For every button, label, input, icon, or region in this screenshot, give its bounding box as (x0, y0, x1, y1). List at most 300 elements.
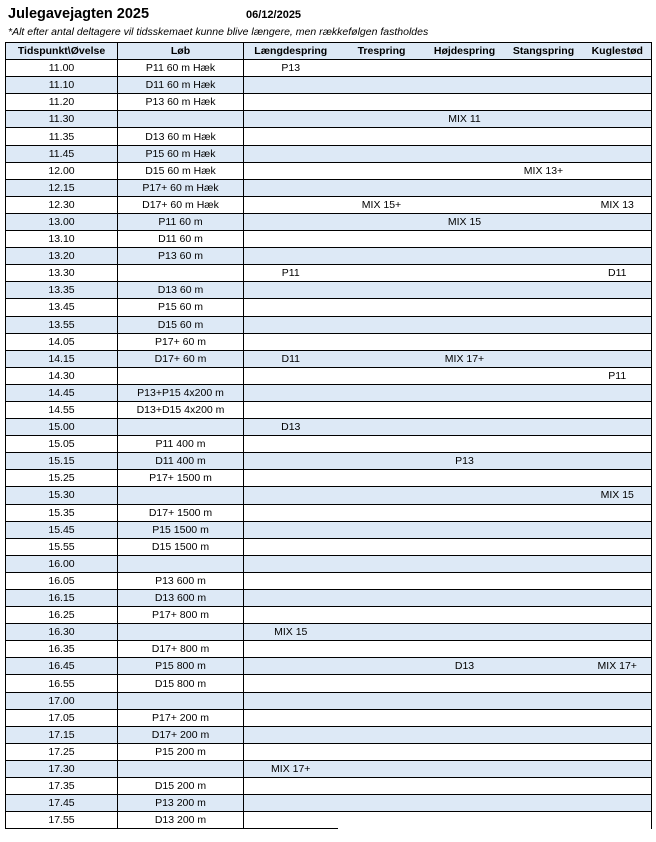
time-cell: 17.30 (6, 760, 118, 777)
time-cell: 14.30 (6, 367, 118, 384)
lob-cell: D11 60 m (118, 231, 244, 248)
hojdespring-cell (426, 145, 504, 162)
hojdespring-cell (426, 419, 504, 436)
kuglestod-cell (584, 555, 652, 572)
kuglestod-cell (584, 607, 652, 624)
hojdespring-cell (426, 367, 504, 384)
stangspring-cell (504, 538, 584, 555)
time-cell: 13.35 (6, 282, 118, 299)
time-cell: 15.00 (6, 419, 118, 436)
kuglestod-cell: MIX 15 (584, 487, 652, 504)
hojdespring-cell: MIX 15 (426, 213, 504, 230)
kuglestod-cell (584, 641, 652, 658)
lob-cell: D17+ 60 m Hæk (118, 196, 244, 213)
header-hojdespring: Højdespring (426, 43, 504, 60)
trespring-cell (338, 743, 426, 760)
table-row (6, 675, 652, 692)
lob-cell: D15 60 m (118, 316, 244, 333)
kuglestod-cell: MIX 13 (584, 196, 652, 213)
laengdespring-cell (244, 299, 338, 316)
hojdespring-cell (426, 401, 504, 418)
kuglestod-cell (584, 213, 652, 230)
hojdespring-cell (426, 128, 504, 145)
kuglestod-cell (584, 795, 652, 812)
kuglestod-cell (584, 743, 652, 760)
lob-cell (118, 624, 244, 641)
trespring-cell (338, 692, 426, 709)
laengdespring-cell (244, 641, 338, 658)
lob-cell: D11 60 m Hæk (118, 77, 244, 94)
hojdespring-cell (426, 795, 504, 812)
trespring-cell (338, 350, 426, 367)
time-cell: 11.45 (6, 145, 118, 162)
lob-cell (118, 760, 244, 777)
table-row (6, 231, 652, 248)
stangspring-cell (504, 60, 584, 77)
table-row (6, 641, 652, 658)
trespring-cell (338, 812, 426, 829)
laengdespring-cell (244, 795, 338, 812)
laengdespring-cell (244, 778, 338, 795)
kuglestod-cell (584, 726, 652, 743)
hojdespring-cell: P13 (426, 453, 504, 470)
hojdespring-cell (426, 504, 504, 521)
laengdespring-cell: MIX 17+ (244, 760, 338, 777)
schedule-rows (6, 60, 652, 829)
table-row (6, 521, 652, 538)
trespring-cell (338, 111, 426, 128)
stangspring-cell (504, 179, 584, 196)
kuglestod-cell (584, 282, 652, 299)
hojdespring-cell (426, 384, 504, 401)
stangspring-cell (504, 231, 584, 248)
trespring-cell (338, 470, 426, 487)
trespring-cell (338, 162, 426, 179)
lob-cell: D13 60 m (118, 282, 244, 299)
hojdespring-cell (426, 231, 504, 248)
hojdespring-cell (426, 196, 504, 213)
hojdespring-cell (426, 77, 504, 94)
laengdespring-cell (244, 590, 338, 607)
table-row (6, 795, 652, 812)
kuglestod-cell (584, 384, 652, 401)
trespring-cell (338, 401, 426, 418)
kuglestod-cell (584, 675, 652, 692)
time-cell: 11.20 (6, 94, 118, 111)
trespring-cell (338, 265, 426, 282)
hojdespring-cell (426, 812, 504, 829)
hojdespring-cell (426, 607, 504, 624)
table-row (6, 538, 652, 555)
lob-cell: P17+ 60 m (118, 333, 244, 350)
hojdespring-cell: D13 (426, 658, 504, 675)
trespring-cell (338, 675, 426, 692)
laengdespring-cell (244, 77, 338, 94)
stangspring-cell (504, 743, 584, 760)
laengdespring-cell (244, 231, 338, 248)
kuglestod-cell (584, 436, 652, 453)
trespring-cell (338, 709, 426, 726)
time-cell: 15.45 (6, 521, 118, 538)
lob-cell (118, 367, 244, 384)
schedule-table (5, 42, 652, 829)
hojdespring-cell (426, 709, 504, 726)
table-row (6, 778, 652, 795)
laengdespring-cell (244, 128, 338, 145)
table-row (6, 760, 652, 777)
table-row (6, 709, 652, 726)
trespring-cell (338, 299, 426, 316)
stangspring-cell (504, 94, 584, 111)
trespring-cell (338, 726, 426, 743)
time-cell: 13.20 (6, 248, 118, 265)
trespring-cell (338, 572, 426, 589)
trespring-cell (338, 179, 426, 196)
lob-cell: P17+ 60 m Hæk (118, 179, 244, 196)
hojdespring-cell (426, 743, 504, 760)
laengdespring-cell (244, 145, 338, 162)
time-cell: 16.05 (6, 572, 118, 589)
stangspring-cell (504, 521, 584, 538)
stangspring-cell (504, 248, 584, 265)
table-row (6, 470, 652, 487)
hojdespring-cell (426, 726, 504, 743)
stangspring-cell (504, 675, 584, 692)
kuglestod-cell (584, 316, 652, 333)
lob-cell: D15 800 m (118, 675, 244, 692)
lob-cell (118, 692, 244, 709)
table-row (6, 179, 652, 196)
trespring-cell (338, 624, 426, 641)
table-row (6, 282, 652, 299)
lob-cell: P11 400 m (118, 436, 244, 453)
kuglestod-cell (584, 470, 652, 487)
laengdespring-cell (244, 538, 338, 555)
trespring-cell (338, 590, 426, 607)
time-cell: 13.10 (6, 231, 118, 248)
hojdespring-cell (426, 572, 504, 589)
hojdespring-cell (426, 470, 504, 487)
laengdespring-cell (244, 367, 338, 384)
trespring-cell (338, 248, 426, 265)
laengdespring-cell (244, 196, 338, 213)
table-row (6, 743, 652, 760)
time-cell: 13.55 (6, 316, 118, 333)
kuglestod-cell: D11 (584, 265, 652, 282)
time-cell: 15.30 (6, 487, 118, 504)
laengdespring-cell (244, 94, 338, 111)
trespring-cell (338, 213, 426, 230)
trespring-cell (338, 77, 426, 94)
kuglestod-cell (584, 60, 652, 77)
laengdespring-cell (244, 453, 338, 470)
stangspring-cell (504, 795, 584, 812)
hojdespring-cell (426, 179, 504, 196)
kuglestod-cell (584, 590, 652, 607)
lob-cell: P17+ 1500 m (118, 470, 244, 487)
time-cell: 15.35 (6, 504, 118, 521)
kuglestod-cell: P11 (584, 367, 652, 384)
schedule-note: *Alt efter antal deltagere vil tidsskemaet kunne blive længere, men rækkefølgen fastholdes (8, 26, 429, 38)
lob-cell: D17+ 60 m (118, 350, 244, 367)
table-row (6, 162, 652, 179)
time-cell: 11.10 (6, 77, 118, 94)
hojdespring-cell (426, 590, 504, 607)
hojdespring-cell: MIX 11 (426, 111, 504, 128)
laengdespring-cell (244, 555, 338, 572)
laengdespring-cell: MIX 15 (244, 624, 338, 641)
time-cell: 14.15 (6, 350, 118, 367)
stangspring-cell (504, 282, 584, 299)
trespring-cell (338, 231, 426, 248)
time-cell: 14.45 (6, 384, 118, 401)
laengdespring-cell (244, 743, 338, 760)
trespring-cell (338, 60, 426, 77)
laengdespring-cell: P11 (244, 265, 338, 282)
lob-cell: P15 60 m (118, 299, 244, 316)
table-row (6, 658, 652, 675)
trespring-cell (338, 538, 426, 555)
time-cell: 15.15 (6, 453, 118, 470)
laengdespring-cell: P13 (244, 60, 338, 77)
laengdespring-cell (244, 436, 338, 453)
laengdespring-cell (244, 675, 338, 692)
hojdespring-cell (426, 299, 504, 316)
trespring-cell (338, 367, 426, 384)
lob-cell: D13 60 m Hæk (118, 128, 244, 145)
trespring-cell (338, 419, 426, 436)
hojdespring-cell (426, 436, 504, 453)
stangspring-cell (504, 213, 584, 230)
table-row (6, 77, 652, 94)
lob-cell: D13 600 m (118, 590, 244, 607)
time-cell: 17.35 (6, 778, 118, 795)
stangspring-cell (504, 350, 584, 367)
table-row (6, 692, 652, 709)
lob-cell: P11 60 m (118, 213, 244, 230)
time-cell: 13.30 (6, 265, 118, 282)
trespring-cell (338, 282, 426, 299)
table-row (6, 504, 652, 521)
laengdespring-cell (244, 692, 338, 709)
table-row (6, 213, 652, 230)
lob-cell: D17+ 1500 m (118, 504, 244, 521)
kuglestod-cell (584, 145, 652, 162)
lob-cell (118, 419, 244, 436)
trespring-cell (338, 760, 426, 777)
table-row (6, 316, 652, 333)
hojdespring-cell (426, 248, 504, 265)
trespring-cell (338, 504, 426, 521)
stangspring-cell (504, 760, 584, 777)
table-row (6, 624, 652, 641)
hojdespring-cell (426, 487, 504, 504)
laengdespring-cell (244, 709, 338, 726)
time-cell: 14.05 (6, 333, 118, 350)
laengdespring-cell (244, 111, 338, 128)
kuglestod-cell (584, 709, 652, 726)
time-cell: 16.45 (6, 658, 118, 675)
lob-cell: P11 60 m Hæk (118, 60, 244, 77)
laengdespring-cell (244, 470, 338, 487)
time-cell: 16.55 (6, 675, 118, 692)
trespring-cell (338, 128, 426, 145)
stangspring-cell (504, 658, 584, 675)
time-cell: 15.05 (6, 436, 118, 453)
lob-cell: P13+P15 4x200 m (118, 384, 244, 401)
header-trespring: Trespring (338, 43, 426, 60)
header-row (6, 43, 652, 60)
kuglestod-cell (584, 692, 652, 709)
table-row (6, 111, 652, 128)
hojdespring-cell (426, 538, 504, 555)
hojdespring-cell (426, 675, 504, 692)
time-cell: 11.35 (6, 128, 118, 145)
stangspring-cell (504, 453, 584, 470)
stangspring-cell (504, 504, 584, 521)
laengdespring-cell (244, 213, 338, 230)
hojdespring-cell (426, 282, 504, 299)
trespring-cell (338, 795, 426, 812)
laengdespring-cell (244, 333, 338, 350)
lob-cell: P13 60 m Hæk (118, 94, 244, 111)
kuglestod-cell (584, 538, 652, 555)
laengdespring-cell (244, 162, 338, 179)
document-date: 06/12/2025 (246, 9, 302, 21)
time-cell: 17.00 (6, 692, 118, 709)
table-row (6, 196, 652, 213)
lob-cell: D15 60 m Hæk (118, 162, 244, 179)
kuglestod-cell (584, 162, 652, 179)
table-row (6, 94, 652, 111)
kuglestod-cell (584, 572, 652, 589)
table-row (6, 453, 652, 470)
time-cell: 16.30 (6, 624, 118, 641)
stangspring-cell (504, 367, 584, 384)
laengdespring-cell (244, 572, 338, 589)
stangspring-cell (504, 419, 584, 436)
time-cell: 17.25 (6, 743, 118, 760)
header-stangspring: Stangspring (504, 43, 584, 60)
hojdespring-cell: MIX 17+ (426, 350, 504, 367)
laengdespring-cell (244, 179, 338, 196)
lob-cell: P15 800 m (118, 658, 244, 675)
lob-cell: D13+D15 4x200 m (118, 401, 244, 418)
trespring-cell (338, 607, 426, 624)
laengdespring-cell (244, 658, 338, 675)
trespring-cell (338, 641, 426, 658)
hojdespring-cell (426, 624, 504, 641)
lob-cell: D17+ 800 m (118, 641, 244, 658)
stangspring-cell (504, 111, 584, 128)
kuglestod-cell (584, 231, 652, 248)
hojdespring-cell (426, 265, 504, 282)
kuglestod-cell (584, 778, 652, 795)
lob-cell (118, 111, 244, 128)
lob-cell: P15 60 m Hæk (118, 145, 244, 162)
header-laengdespring: Længdespring (244, 43, 338, 60)
trespring-cell (338, 384, 426, 401)
time-cell: 13.00 (6, 213, 118, 230)
lob-cell: P13 600 m (118, 572, 244, 589)
hojdespring-cell (426, 692, 504, 709)
lob-cell: P17+ 800 m (118, 607, 244, 624)
stangspring-cell (504, 265, 584, 282)
lob-cell (118, 487, 244, 504)
hojdespring-cell (426, 641, 504, 658)
lob-cell: P15 1500 m (118, 521, 244, 538)
kuglestod-cell (584, 128, 652, 145)
laengdespring-cell (244, 726, 338, 743)
stangspring-cell: MIX 13+ (504, 162, 584, 179)
table-row (6, 299, 652, 316)
stangspring-cell (504, 316, 584, 333)
laengdespring-cell (244, 316, 338, 333)
stangspring-cell (504, 555, 584, 572)
stangspring-cell (504, 145, 584, 162)
header-kuglestod: Kuglestød (584, 43, 652, 60)
stangspring-cell (504, 128, 584, 145)
stangspring-cell (504, 436, 584, 453)
time-cell: 16.15 (6, 590, 118, 607)
kuglestod-cell (584, 94, 652, 111)
laengdespring-cell (244, 504, 338, 521)
table-row (6, 607, 652, 624)
lob-cell: P17+ 200 m (118, 709, 244, 726)
time-cell: 17.45 (6, 795, 118, 812)
stangspring-cell (504, 590, 584, 607)
table-row (6, 487, 652, 504)
trespring-cell (338, 333, 426, 350)
hojdespring-cell (426, 521, 504, 538)
hojdespring-cell (426, 555, 504, 572)
stangspring-cell (504, 778, 584, 795)
laengdespring-cell (244, 487, 338, 504)
kuglestod-cell (584, 350, 652, 367)
table-row (6, 248, 652, 265)
hojdespring-cell (426, 316, 504, 333)
kuglestod-cell (584, 419, 652, 436)
header-lob: Løb (118, 43, 244, 60)
table-row (6, 145, 652, 162)
table-row (6, 128, 652, 145)
table-row (6, 350, 652, 367)
hojdespring-cell (426, 333, 504, 350)
hojdespring-cell (426, 760, 504, 777)
time-cell: 17.55 (6, 812, 118, 829)
stangspring-cell (504, 692, 584, 709)
hojdespring-cell (426, 162, 504, 179)
lob-cell: D13 200 m (118, 812, 244, 829)
stangspring-cell (504, 726, 584, 743)
trespring-cell (338, 94, 426, 111)
kuglestod-cell (584, 179, 652, 196)
table-row (6, 60, 652, 77)
time-cell: 12.30 (6, 196, 118, 213)
kuglestod-cell (584, 77, 652, 94)
stangspring-cell (504, 196, 584, 213)
table-row (6, 333, 652, 350)
lob-cell: P15 200 m (118, 743, 244, 760)
time-cell: 14.55 (6, 401, 118, 418)
stangspring-cell (504, 299, 584, 316)
kuglestod-cell (584, 521, 652, 538)
time-cell: 11.00 (6, 60, 118, 77)
laengdespring-cell (244, 401, 338, 418)
hojdespring-cell (426, 94, 504, 111)
table-row (6, 555, 652, 572)
trespring-cell (338, 453, 426, 470)
